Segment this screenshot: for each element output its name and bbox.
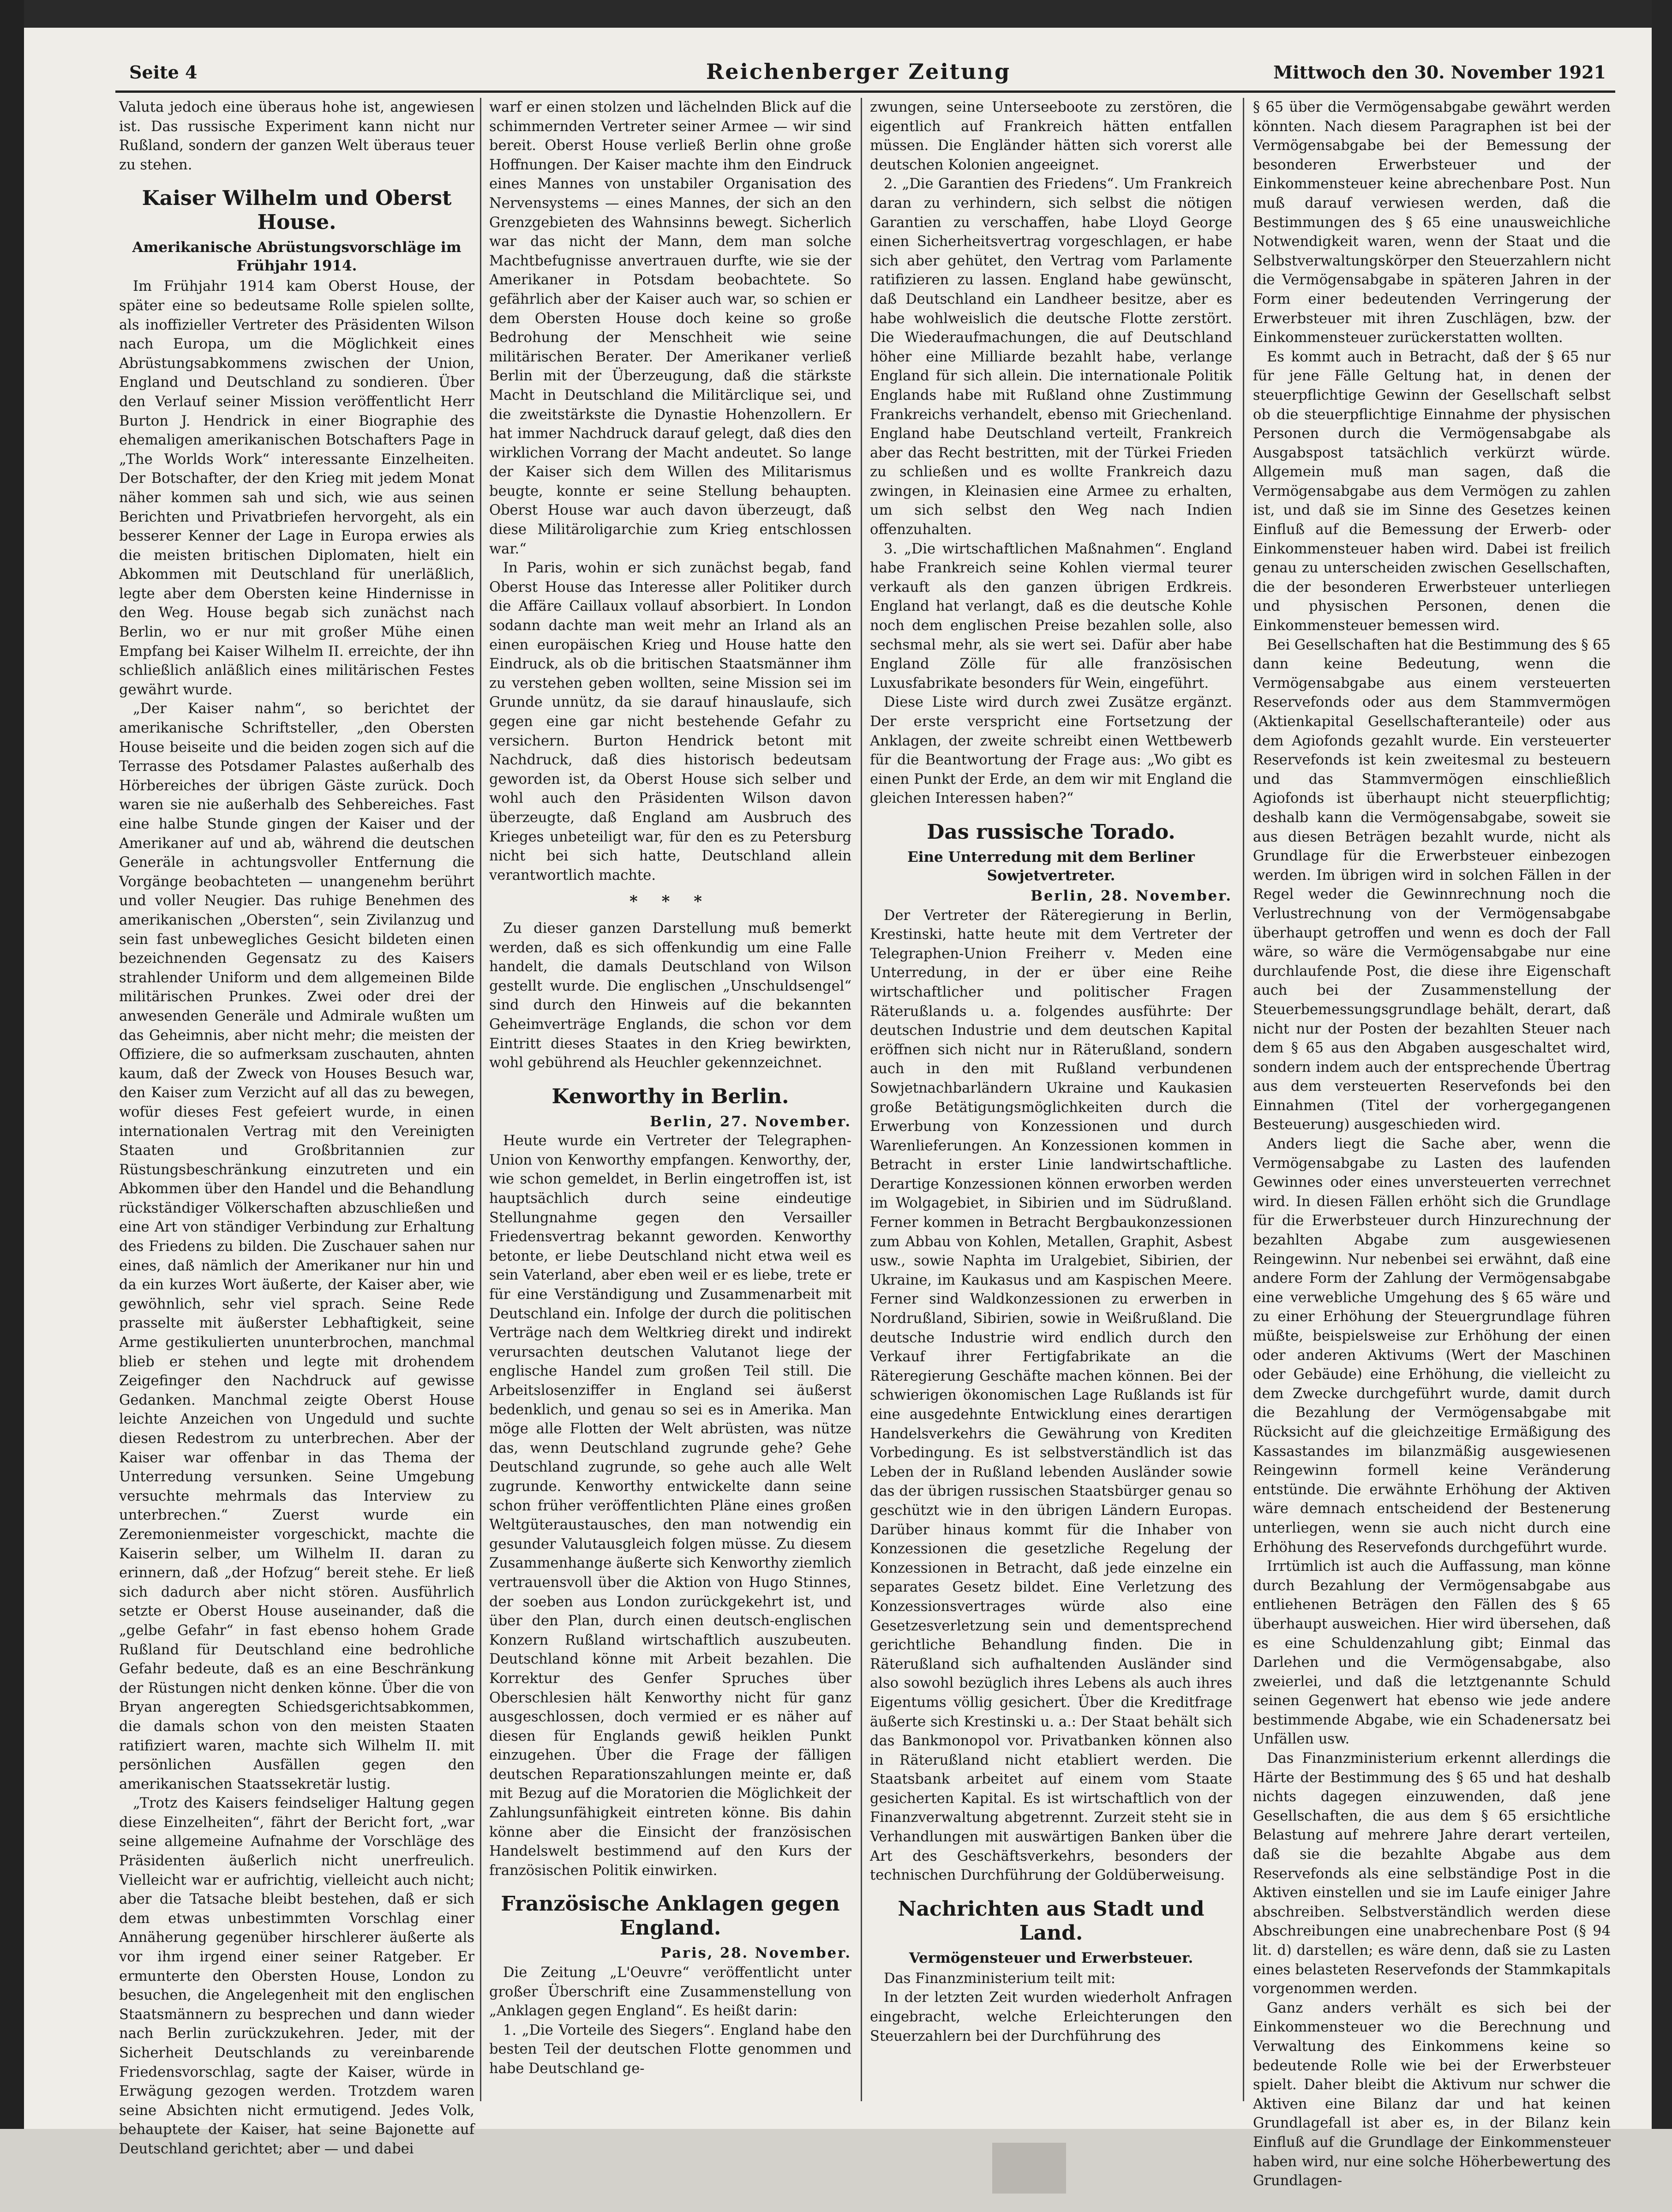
section-headline: Nachrichten aus Stadt und Land. (898, 1897, 1205, 1945)
scan-border-top (0, 0, 1672, 28)
article-headline: Kenworthy in Berlin. (551, 1084, 789, 1108)
paragraph: warf er einen stolzen und lächelnden Blick auf die schimmernden Vertreter seiner Armee — wir sind bereit. Oberst House verließ Berlin ohne große Hoffnungen. Der Kaiser machte ihm den Eindruck eines Mannes von unstabiler Organisation des Nervensystems — eines Mannes, der sich an den Grenzgebieten des Wahnsinns bewegt. Sicherlich war das nicht der Mann, dem man solche Machtbefugnisse anvertrauen durfte, wie sie der Amerikaner in Potsdam beobachtete. So gefährlich aber der Kaiser auch war, so schien er dem Obersten House doch keine so große Bedrohung der Menschheit wie seine militärischen Berater. Der Amerikaner verließ Berlin mit der Überzeugung, daß die stärkste Macht in Deutschland die Militärclique sei, und die zweitstärkste die Dynastie Hohenzollern. Er hat immer Nachdruck darauf gelegt, daß dies den wirklichen Vorrang der Macht andeutet. So lange der Kaiser sich dem Willen des Militarismus beugte, konnte er seine Stellung behaupten. Oberst House war auch davon überzeugt, daß diese Militäroligarchie zum Krieg entschlossen war.“ (489, 99, 851, 557)
paragraph: Das Finanzministerium teilt mit: (884, 1970, 1116, 1987)
paragraph: Irrtümlich ist auch die Auffassung, man könne durch Bezahlung der Vermögensabgabe aus entliehenen Beträgen den Fällen des § 65 überhaupt ausweichen. Hier wird übersehen, daß es eine Schuldenzahlung gibt; Einmal das Darlehen und die Vermögensabgabe, also zweierlei, und daß die letztgenannte Schuld seinen Gegenwert hat ebenso wie jede andere bestimmende Abgabe, wie ein Schadenersatz bei Unfällen usw. (1253, 1558, 1611, 1748)
scan-border-left (0, 0, 24, 2212)
scan-smudge (992, 2143, 1066, 2194)
paragraph: Die Zeitung „L'Oeuvre“ veröffentlicht unter großer Überschrift eine Zusammenstellung von „Anklagen gegen England“. Es heißt darin: (489, 1965, 851, 2020)
column-3 (870, 98, 1232, 2110)
paragraph: Anders liegt die Sache aber, wenn die Vermögensabgabe zu Lasten des laufenden Gewinnes oder eines unversteuerten verrechnet wird. In diesen Fällen erhöht sich die Grundlage für die Erwerbsteuer durch Hinzurechnung der bezahlten Abgabe zum ausgewiesenen Reingewinn. Nur nebenbei sei erwähnt, daß eine andere Form der Zahlung der Vermögensabgabe eine verwebliche Umgehung des § 65 wäre und zu einer Erhöhung der Steuergrundlage führen müßte, beispielsweise zur Erhöhung der einen oder anderen Aktivums (Wert der Maschinen oder Gebäude) eine Erhöhung, die vielleicht zu dem Zwecke durchgeführt wurde, damit durch die Bezahlung der Vermögensabgabe mit Rücksicht auf die gleichzeitige Ermäßigung des Kassastandes im bilanzmäßig ausgewiesenen Reingewinn formell keine Veränderung entstünde. Die erwähnte Erhöhung der Aktiven wäre demnach entscheidend der Bestenerung unterliegen, wenn sie auch nicht durch eine Erhöhung des Reservefonds durchgeführt wurde. (1253, 1136, 1611, 1556)
header-rule (115, 90, 1615, 93)
article-headline: Kaiser Wilhelm und Oberst House. (142, 186, 452, 234)
paragraph: In der letzten Zeit wurden wiederholt Anfragen eingebracht, welche Erleichterungen den Steuerzahlern bei der Durchführung des (870, 1990, 1232, 2044)
article-headline: Das russische Torado. (927, 820, 1175, 844)
newspaper-title: Reichenberger Zeitung (706, 59, 1011, 84)
paragraph: 1. „Die Vorteile des Siegers“. England habe den besten Teil der deutschen Flotte genommen und habe Deutschland ge- (489, 2022, 851, 2077)
paragraph: In Paris, wohin er sich zunächst begab, fand Oberst House das Interesse aller Politiker durch die Affäre Caillaux vollauf absorbiert. In London sodann dachte man weit mehr an Irland als an einen europäischen Krieg und House hatte den Eindruck, als ob die britischen Staatsmänner ihm zu verstehen geben wollten, seine Mission sei im Grunde unnütz, da sie darauf hinauslaufe, sich gegen eine gar nicht bestehende Gefahr zu versichern. Burton Hendrick betont mit Nachdruck, daß dies historisch bedeutsam geworden ist, da Oberst House sich selber und wohl auch den Präsidenten Wilson davon überzeugte, daß England am Ausbruch des Krieges unbeteiligt war, für den es zu Petersburg nicht bei sich hatte, Deutschland allein verantwortlich machte. (489, 560, 851, 884)
article-headline: Französische Anklagen gegen England. (501, 1892, 840, 1940)
paragraph: „Der Kaiser nahm“, so berichtet der amerikanische Schriftsteller, „den Obersten House beiseite und die beiden zogen sich auf die Terrasse des Potsdamer Palastes außerhalb des Hörbereiches der übrigen Gäste zurück. Doch waren sie nie außerhalb des Sehbereiches. Fast eine halbe Stunde gingen der Kaiser und der Amerikaner auf und ab, während die deutschen Generäle in achtungsvoller Entfernung die Vorgänge beobachteten — unangenehm berührt und voller Neugier. Das ruhige Benehmen des amerikanischen „Obersten“, sein Zivilanzug und sein fast unbewegliches Gesicht bildeten einen bezeichnenden Gegensatz zu des Kaisers strahlender Uniform und dem allgemeinen Bilde militärischen Prunkes. Zwei oder drei der anwesenden Generäle und Admirale wußten um das Geheimnis, aber nicht mehr; die meisten der Offiziere, die so aufmerksam zuschauten, ahnten kaum, daß der Zweck von Houses Besuch war, den Kaiser zum Verzicht auf all das zu bewegen, wofür dieses Fest gefeiert wurde, in einen internationalen Vertrag mit den Vereinigten Staaten und Großbritannien zur Rüstungsbeschränkung einzutreten und ein Abkommen über den Handel und die Behandlung rückständiger Völkerschaften abzuschließen und eine Art von ständiger Verbindung zur Erhaltung des Friedens zu bilden. Die Zuschauer sahen nur eines, daß nämlich der Amerikaner nur hin und da ein kurzes Wort äußerte, der Kaiser aber, wie gewöhnlich, sehr viel sprach. Seine Rede prasselte mit äußerster Lebhaftigkeit, seine Arme gestikulierten ununterbrochen, manchmal blieb er stehen und legte mit drohendem Zeigefinger den Nachdruck auf gewisse Gedanken. Manchmal zeigte Oberst House leichte Anzeichen von Ungeduld und suchte diesen Redestrom zu unterbrechen. Aber der Kaiser war offenbar in das Thema der Unterredung versunken. Seine Umgebung versuchte mehrmals das Interview zu unterbrechen.“ Zuerst wurde ein Zeremonienmeister vorgeschickt, machte die Kaiserin selber, um Wilhelm II. daran zu erinnern, daß „der Hofzug“ bereit stehe. Er ließ sich dadurch aber nicht stören. Ausführlich setzte er Oberst House auseinander, daß die „gelbe Gefahr“ in fast ebenso hohem Grade Rußland für Deutschland eine bedrohliche Gefahr bedeute, daß es an eine Beschränkung der Rüstungen nicht denken könne. Über die von Bryan angeregten Schiedsgerichtsabkommen, die damals schon von den meisten Staaten ratifiziert waren, machte sich Wilhelm II. mit persönlichen Ausfällen gegen den amerikanischen Staatssekretär lustig. (119, 701, 474, 1792)
column-4 (1253, 98, 1611, 2189)
article-subheadline: Eine Unterredung mit dem Berliner Sowjetvertreter. (907, 848, 1195, 884)
issue-date: Mittwoch den 30. November 1921 (1273, 62, 1606, 83)
dateline: Paris, 28. November. (660, 1945, 851, 1962)
paragraph: § 65 über die Vermögensabgabe gewährt werden könnten. Nach diesem Paragraphen ist bei der Vermögensabgabe bei der Bemessung der besonderen Erwerbsteuer und der Einkommensteuer keine abrechenbare Post. Nun muß darauf verwiesen werden, daß die Bestimmungen des § 65 eine unausweichliche Notwendigkeit waren, wenn der Staat und die Selbstverwaltungskörper den Steuerzahlern nicht die Vermögensabgabe in späteren Jahren in der Form einer bedeutenden Verringerung der Erwerbsteuer mit ihren Zuschlägen, bzw. der Einkommensteuer zurückerstatten wollten. (1253, 99, 1611, 346)
paragraph: 3. „Die wirtschaftlichen Maßnahmen“. England habe Frankreich seine Kohlen viermal teurer verkauft als den ganzen übrigen Erdkreis. England hat verlangt, daß es die deutsche Kohle noch dem englischen Preise bezahlen solle, also sechsmal mehr, als sie wert sei. Dafür aber habe England Zölle für alle französischen Luxusfabrikate besonders für Wein, eingeführt. (870, 541, 1232, 691)
page-header (115, 54, 1615, 87)
column-2 (489, 98, 851, 2110)
column-divider (480, 98, 481, 2101)
paragraph: Der Vertreter der Räteregierung in Berlin, Krestinski, hatte heute mit dem Vertreter der Telegraphen-Union Freiherr v. Meden eine Unterredung, in der er über eine Reihe wirtschaftlicher und politischer Fragen Räterußlands u. a. folgendes ausführte: Der deutschen Industrie und dem deutschen Kapital eröffnen sich nicht nur in Räterußland, sondern auch in den mit Rußland verbundenen Sowjetnachbarländern Ukraine und Kaukasien große Betätigungsmöglichkeiten durch die Erwerbung von Konzessionen und durch Warenlieferungen. An Konzessionen kommen in Betracht in erster Linie landwirtschaftliche. Derartige Konzessionen können erworben werden im Wolgagebiet, in Sibirien und im Südrußland. Ferner kommen in Betracht Bergbaukonzessionen zum Abbau von Kohlen, Metallen, Graphit, Asbest usw., sowie Naphta im Uralgebiet, Sibirien, der Ukraine, im Kaukasus und am Kaspischen Meere. Ferner sind Waldkonzessionen zu erwerben in Nordrußland, Sibirien, sowie in Weißrußland. Die deutsche Industrie wird endlich durch den Verkauf ihrer Fertigfabrikate an die Räteregierung Geschäfte machen können. Bei der schwierigen ökonomischen Lage Rußlands ist für eine ausgedehnte Entwicklung eines derartigen Handelsverkehrs die Gewährung von Krediten Vorbedingung. Es ist selbstverständlich ist das Leben der in Rußland lebenden Ausländer sowie das der übrigen russischen Staatsbürger genau so geschützt wie in den übrigen Ländern Europas. Darüber hinaus kommt für die Inhaber von Konzessionen die gesetzliche Regelung der Konzessionen in Betracht, daß jede einzelne ein separates Gesetz bildet. Eine Verletzung des Konzessionsvertrages würde also eine Gesetzesverletzung sein und dementsprechend gerichtliche Behandlung finden. Die in Räterußland sich aufhaltenden Ausländer sind also sowohl bezüglich ihres Lebens als auch ihres Eigentums völlig gesichert. Über die Kreditfrage äußerte sich Krestinski u. a.: Der Staat behält sich das Bankmonopol vor. Privatbanken können also in Räterußland nicht etabliert werden. Die Staatsbank arbeitet auf einem vom Staate gesicherten Kapital. Es ist wirtschaftlich von der Finanzverwaltung abgetrennt. Zurzeit steht sie in Verhandlungen mit auswärtigen Banken über die Art des Geschäftsverkehrs, besonders der technischen Durchführung der Goldüberweisung. (870, 907, 1232, 1884)
paragraph: Bei Gesellschaften hat die Bestimmung des § 65 dann keine Bedeutung, wenn die Vermögensabgabe aus einem versteuerten Reservefonds oder aus dem Stammvermögen (Aktienkapital Gesellschafteranteile) oder aus dem Agiofonds gezahlt wurde. Ein versteuerter Reservefonds ist kein zweitesmal zu besteuern und das Stammvermögen einschließlich Agiofonds ist überhaupt nicht steuerpflichtig; deshalb kann die Vermögensabgabe, soweit sie aus diesen Beträgen bezahlt wurde, nicht als Grundlage für die Erwerbsteuer einbezogen werden. Im übrigen wird in solchen Fällen in der Regel weder die Gewinnrechnung noch die Verlustrechnung von der Vermögensabgabe überhaupt getroffen und wenn es doch der Fall wäre, so wäre die Vermögensabgabe nur eine durchlaufende Post, die diese ihre Eigenschaft auch bei der Zusammenstellung der Steuerbemessungsgrundlage behält, derart, daß nicht nur der Posten der bezahlten Steuer nach dem § 65 aus den Abgaben ausgeschaltet wird, sondern indem auch der entsprechende Übertrag aus dem versteuerten Reservefonds bei den Einnahmen (Titel der vorhergegangenen Besteuerung) ausgeschieden wird. (1253, 637, 1611, 1133)
dateline: Berlin, 27. November. (650, 1113, 851, 1130)
paragraph: Ganz anders verhält es sich bei der Einkommensteuer wo die Berechnung und Verwaltung des Einkommens keine so bedeutende Rolle wie bei der Erwerbsteuer spielt. Daher bleibt die Aktivum nur schwer die Aktiven eine Bilanz dar und hat keinen Grundlagefall ist aber es, in der Bilanz kein Einfluß auf die Grundlage der Einkommensteuer haben wird, nur eine solche Höherbewertung des Grundlagen- (1253, 2000, 1611, 2189)
paragraph: Es kommt auch in Betracht, daß der § 65 nur für jene Fälle Geltung hat, in denen der steuerpflichtige Gewinn der Gesellschaft selbst ob die steuerpflichtige Einnahme der physischen Personen durch die Vermögensabgabe als Ausgabspost tatsächlich verkürzt würde. Allgemein muß man sagen, daß die Vermögensabgabe aus dem Vermögen zu zahlen ist, und daß sie im Sinne des Gesetzes keinen Einfluß auf die Bemessung der Erwerb- oder Einkommensteuer haben wird. Dabei ist freilich genau zu unterscheiden zwischen Gesellschaften, die der besonderen Erwerbsteuer unterliegen und physischen Personen, denen die Einkommensteuer bemessen wird. (1253, 349, 1611, 634)
paragraph: Diese Liste wird durch zwei Zusätze ergänzt. Der erste verspricht eine Fortsetzung der Anklagen, der zweite schreibt einen Wettbewerb für die Beantwortung der Frage aus: „Wo gibt es einen Punkt der Erde, an dem wir mit England die gleichen Interessen haben?“ (870, 694, 1232, 807)
dateline: Berlin, 28. November. (1031, 887, 1232, 904)
column-1 (119, 98, 474, 2157)
paragraph: zwungen, seine Unterseeboote zu zerstören, die eigentlich auf Frankreich hätten entfallen müssen. Die Engländer hätten sich vorerst alle deutschen Kolonien angeeignet. (870, 99, 1232, 173)
paragraph: Das Finanzministerium erkennt allerdings die Härte der Bestimmung des § 65 und hat deshalb nichts dagegen einzuwenden, daß jene Gesellschaften, die aus dem § 65 ersichtliche Belastung auf mehrere Jahre derart verteilen, daß sie die bezahlte Abgabe aus dem Reservefonds als eine selbständige Post in die Aktiven einstellen und sie im Laufe einiger Jahre abschreiben. Selbstverständlich werden diese Abschreibungen eine unabrechenbare Post (§ 94 lit. d) darstellen; es wäre denn, daß sie zu Lasten eines belasteten Reservefonds der Stammkapitals vorgenommen werden. (1253, 1750, 1611, 1997)
paragraph: „Trotz des Kaisers feindseliger Haltung gegen diese Einzelheiten“, fährt der Bericht fort, „war seine allgemeine Aufnahme der Vorschläge des Präsidenten äußerlich nicht unerfreulich. Vielleicht war er aufrichtig, vielleicht auch nicht; aber die Tatsache bleibt bestehen, daß er sich dem etwas unbestimmten Vorschlag einer Annäherung gegenüber hirschlerer äußerte als vor ihm irgend einer seiner Ratgeber. Er ermunterte den Obersten House, London zu besuchen, die Angelegenheit mit den englischen Staatsmännern zu besprechen und dann wieder nach Berlin zurückzukehren. Jeder, mit der Sicherheit Deutschlands zu vereinbarende Friedensvorschlag, sagte der Kaiser, würde in Erwägung gezogen werden. Trotzdem waren seine Absichten nicht ermutigend. Jedes Volk, behauptete der Kaiser, hat seine Bajonette auf Deutschland gerichtet; aber — und dabei (119, 1795, 474, 2157)
section-separator: * * * (629, 892, 711, 911)
scan-border-right (1652, 0, 1672, 2212)
article-subheadline: Vermögensteuer und Erwerbsteuer. (909, 1949, 1193, 1966)
column-divider (861, 98, 862, 2101)
paragraph: Valuta jedoch eine überaus hohe ist, angewiesen ist. Das russische Experiment kann nicht nur Rußland, sondern der ganzen Welt überaus teuer zu stehen. (119, 99, 474, 173)
article-subheadline: Amerikanische Abrüstungsvorschläge im Frühjahr 1914. (132, 239, 461, 275)
paragraph: 2. „Die Garantien des Friedens“. Um Frankreich daran zu verhindern, sich selbst die nötigen Garantien zu verschaffen, habe Lloyd George einen Sicherheitsvertrag vorgeschlagen, er habe sich aber gehütet, den Vertrag vom Parlamente ratifizieren zu lassen. England habe gewünscht, daß Deutschland ein Landheer besitze, aber es habe wohlweislich die deutsche Flotte zerstört. Die Wiederaufmachungen, die auf Deutschland höher eine Milliarde bezahlt habe, verlange England für sich allein. Die internationale Politik Englands habe mit Rußland ohne Zustimmung Frankreichs verhandelt, ebenso mit Griechenland. England habe Deutschland verteilt, Frankreich aber das Recht bestritten, mit der Türkei Frieden zu schließen und es wollte Frankreich dazu zwingen, in Kleinasien eine Armee zu erhalten, um sich selbst den Weg nach Indien offenzuhalten. (870, 176, 1232, 538)
paragraph: Heute wurde ein Vertreter der Telegraphen-Union von Kenworthy empfangen. Kenworthy, der, wie schon gemeldet, in Berlin eingetroffen ist, ist hauptsächlich durch seine eindeutige Stellungnahme gegen den Versailler Friedensvertrag bekannt geworden. Kenworthy betonte, er liebe Deutschland nicht etwa weil es sein Vaterland, aber eben weil er es liebe, trete er für eine Verständigung und Zusammenarbeit mit Deutschland ein. Infolge der durch die politischen Verträge nach dem Weltkrieg direkt und indirekt verursachten deutschen Valutanot liege der englische Handel zum großen Teil still. Die Arbeitslosenziffer in England sei äußerst bedenklich, und genau so sei es in Amerika. Man möge alle Flotten der Welt abrüsten, was nütze das, wenn Deutschland zugrunde gehe? Gehe Deutschland zugrunde, so gehe auch alle Welt zugrunde. Kenworthy entwickelte dann seine schon früher veröffentlichten Pläne eines großen Weltgüteraustausches, den man notwendig ein gesunder Valutausgleich folgen müsse. Zu diesem Zusammenhange äußerte sich Kenworthy ziemlich vertrauensvoll über die Aktion von Hugo Stinnes, der soeben aus London zurückgekehrt ist, und über den Plan, durch einen deutsch-englischen Konzern Rußland wirtschaftlich auszubeuten. Deutschland könne mit Arbeit bezahlen. Die Korrektur des Genfer Spruches über Oberschlesien hält Kenworthy nicht für ganz ausgeschlossen, doch vermied er es näher auf diesen für Englands gewiß heiklen Punkt einzugehen. Über die Frage der fälligen deutschen Reparationszahlungen meinte er, daß mit Bezug auf die Moratorien die Möglichkeit der Zahlungsunfähigkeit eintreten könne. Bis dahin könne aber die Einsicht der französischen Handelswelt bestimmend auf den Kurs der französischen Politik einwirken. (489, 1133, 851, 1879)
paragraph: Im Frühjahr 1914 kam Oberst House, der später eine so bedeutsame Rolle spielen sollte, als inoffizieller Vertreter des Präsidenten Wilson nach Europa, um die Möglichkeit eines Abrüstungsabkommens zwischen der Union, England und Deutschland zu sondieren. Über den Verlauf seiner Mission veröffentlicht Herr Burton J. Hendrick in einer Biographie des ehemaligen amerikanischen Botschafters Page in „The Worlds Work“ interessante Einzelheiten. Der Botschafter, der den Krieg mit jedem Monat näher kommen sah und sich, wie aus seinen Berichten und Privatbriefen hervorgeht, als ein besserer Kenner der Lage in Europa erwies als die meisten britischen Diplomaten, hielt ein Abkommen mit Deutschland für unerläßlich, legte aber dem Obersten keine Hindernisse in den Weg. House begab sich zunächst nach Berlin, wo er nur mit großer Mühe einen Empfang bei Kaiser Wilhelm II. erreichte, der ihn schließlich anläßlich eines militärischen Festes gewährt wurde. (119, 278, 474, 698)
column-divider (1243, 98, 1244, 2101)
page-number: Seite 4 (129, 62, 198, 83)
paragraph: Zu dieser ganzen Darstellung muß bemerkt werden, daß es sich offenkundig um eine Falle handelt, die damals Deutschland von Wilson gestellt wurde. Die englischen „Unschuldsengel“ sind durch den Hinweis auf die bekannten Geheimverträge Englands, die schon vor dem Eintritt dieses Staates in den Krieg bewirkten, wohl gebührend als Heuchler gekennzeichnet. (489, 920, 851, 1071)
